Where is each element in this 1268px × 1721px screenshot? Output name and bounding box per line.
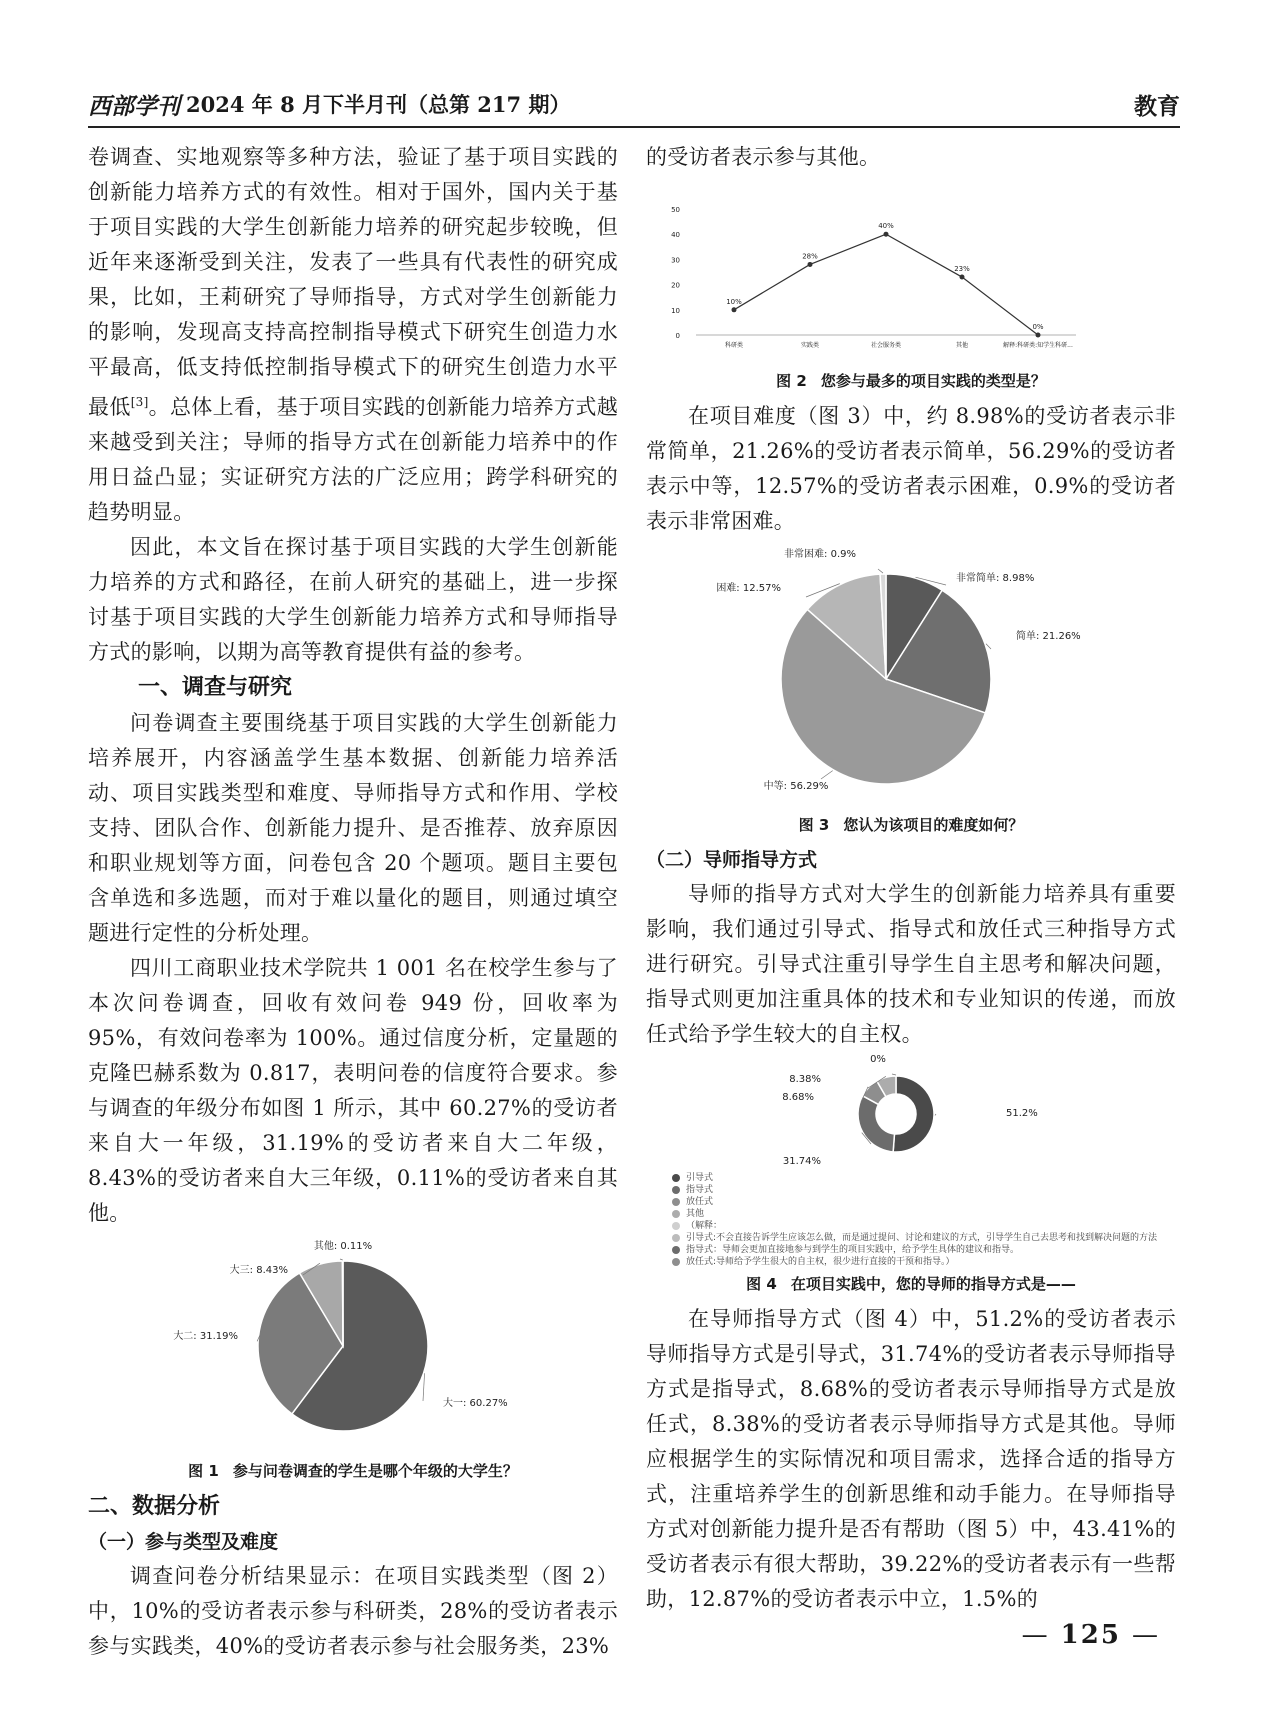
figure-number: 图 1: [188, 1462, 219, 1480]
paragraph: [88, 140, 618, 530]
y-tick-label: 40: [671, 231, 680, 240]
right-column: [646, 140, 1176, 1617]
legend-item: [672, 1208, 1176, 1220]
legend-swatch: [672, 1210, 680, 1218]
paragraph: 在项目难度（图 3）中，约 8.98%的受访者表示非常简单，21.26%的受访者表示简单，56.29%的受访者表示中等，12.57%的受访者表示困难，0.9%的受访者表示非常困难。: [646, 404, 1176, 533]
figure-number: 图 3: [798, 816, 830, 834]
paragraph: 因此，本文旨在探讨基于项目实践的大学生创新能力培养的方式和路径，在前人研究的基础上，进一步探讨基于项目实践的大学生创新能力培养方式和导师指导方式的影响，以期为高等教育提供有益的参考。: [88, 535, 618, 664]
legend-item: [672, 1184, 1176, 1196]
slice-label: 简单: 21.26%: [1016, 631, 1081, 642]
slice-label: 大一: 60.27%: [443, 1398, 508, 1409]
slice-label: 大三: 8.43%: [229, 1265, 288, 1276]
data-point: [808, 262, 813, 267]
paragraph: 在导师指导方式（图 4）中，51.2%的受访者表示导师指导方式是引导式，31.74%的受访者表示导师指导方式是指导式，8.68%的受访者表示导师指导方式是放任式，8.38%的受访者表示导师指导方式是其他。导师应根据学生的实际情况和项目需求，选择合适的指导方式，注重培养学生的创新思维和动手能力。在导师指导方式对创新能力提升是否有帮助（图 5）中，43.41%的受访者表示有很大帮助，39.22%的受访者表示有一些帮助，12.87%的受访者表示中立，1.5%的: [646, 1307, 1176, 1611]
paragraph: 调查问卷分析结果显示：在项目实践类型（图 2）中，10%的受访者表示参与科研类，28%的受访者表示参与实践类，40%的受访者表示参与社会服务类，23%: [88, 1564, 618, 1658]
x-tick-label: 其他: [955, 342, 969, 349]
figure-2-line-chart: [646, 175, 1176, 361]
paragraph: 问卷调查主要围绕基于项目实践的大学生创新能力培养展开，内容涵盖学生基本数据、创新能力培养活动、项目实践类型和难度、导师指导方式和作用、学校支持、团队合作、创新能力提升、是否推荐、放弃原因和职业规划等方面，问卷包含 20 个题项。题目主要包含单选和多选题，而对于难以量化的题目，则通过填空题进行定性的分析处理。: [88, 711, 618, 945]
figure-4-legend: [672, 1172, 1176, 1268]
legend-item: [672, 1244, 1176, 1256]
paragraph: 四川工商职业技术学院共 1 001 名在校学生参与了本次问卷调查，回收有效问卷 949 份，回收率为 95%，有效问卷率为 100%。通过信度分析，定量题的克隆巴赫系数为 0.817，表明问卷的信度符合要求。参与调查的年级分布如图 1 所示，其中 60.27%的受访者来自大一年级，31.19%的受访者来自大二年级，8.43%的受访者来自大三年级，0.11%的受访者来自其他。: [88, 956, 618, 1225]
legend-item: [672, 1196, 1176, 1208]
data-label: 28%: [802, 252, 818, 261]
label-leader: [340, 1259, 343, 1260]
y-tick-label: 50: [671, 206, 680, 214]
figure-3: [646, 539, 1176, 837]
subsection-heading: （一）参与类型及难度: [88, 1531, 279, 1553]
footer-dash: —: [1132, 1620, 1160, 1650]
legend-swatch: [672, 1222, 680, 1230]
slice-label: 非常简单: 8.98%: [956, 573, 1035, 584]
legend-item: [672, 1220, 1176, 1232]
left-column: [88, 140, 618, 1664]
data-point: [960, 275, 965, 280]
legend-item: [672, 1256, 1176, 1268]
legend-label: 放任式:导师给予学生很大的自主权，很少进行直接的干预和指导。）: [686, 1257, 955, 1267]
legend-label: 指导式：导师会更加直接地参与到学生的项目实践中，给予学生具体的建议和指导。: [686, 1245, 1020, 1255]
page-number: 125: [1060, 1620, 1121, 1650]
journal-logo: 西部学刊: [88, 93, 180, 120]
data-point: [1036, 333, 1041, 338]
series-line: [734, 234, 1038, 335]
pie-slice: [893, 1076, 934, 1152]
figure-caption: [646, 813, 1176, 837]
footer-dash: —: [1021, 1620, 1050, 1650]
slice-label: 8.68%: [782, 1092, 814, 1103]
slice-label: 非常困难: 0.9%: [784, 549, 856, 560]
slice-label: 其他: 0.11%: [313, 1241, 373, 1252]
label-leader: [935, 1114, 936, 1115]
legend-label: 其他: [686, 1209, 705, 1219]
data-label: 40%: [878, 222, 894, 231]
section-name: 教育: [1134, 93, 1180, 120]
data-label: 23%: [954, 265, 970, 274]
figure-caption: [646, 1272, 1176, 1296]
slice-label: 中等: 56.29%: [763, 781, 829, 792]
legend-label: 指导式: [686, 1185, 714, 1195]
figure-2: [646, 175, 1176, 393]
paragraph-text: 卷调查、实地观察等多种方法，验证了基于项目实践的创新能力培养方式的有效性。相对于国外，国内关于基于项目实践的大学生创新能力培养的研究起步较晚，但近年来逐渐受到关注，发表了一些具有代表性的研究成果，比如，王莉研究了导师指导，方式对学生创新能力的影响，发现高支持高控制指导模式下研究生创造力水平最高，低支持低控制指导模式下的研究生创造力水平最低: [88, 145, 618, 419]
y-tick-label: 10: [671, 306, 680, 315]
data-point: [732, 307, 737, 312]
citation: [3]: [130, 395, 149, 409]
x-tick-label: 解释:科研类:知学生科研...: [1003, 342, 1073, 349]
page-header: [88, 86, 1180, 128]
figure-number: 图 4: [746, 1275, 777, 1293]
figure-caption-text: 在项目实践中，您的导师的指导方式是——: [790, 1275, 1076, 1293]
figure-1-pie-chart: [88, 1231, 618, 1451]
legend-swatch: [672, 1246, 680, 1254]
figure-3-pie-chart: [646, 539, 1176, 805]
legend-label: 引导式: [686, 1173, 714, 1183]
data-point: [884, 232, 889, 237]
figure-caption: [88, 1459, 618, 1483]
label-leader: [821, 771, 833, 779]
legend-swatch: [672, 1198, 680, 1206]
figure-4: [646, 1052, 1176, 1296]
section-heading: 二、数据分析: [88, 1494, 221, 1519]
label-leader: [423, 1373, 425, 1401]
section-heading: 一、调查与研究: [138, 675, 293, 700]
legend-label: （解释：: [686, 1221, 723, 1231]
legend-swatch: [672, 1234, 680, 1242]
figure-caption-text: 参与问卷调查的学生是哪个年级的大学生？: [232, 1462, 518, 1480]
legend-swatch: [672, 1174, 680, 1182]
paragraph-text: 。总体上看，基于项目实践的创新能力培养方式越来越受到关注；导师的指导方式在创新能力培养中的作用日益凸显；实证研究方法的广泛应用；跨学科研究的趋势明显。: [88, 395, 618, 524]
legend-item: [672, 1172, 1176, 1184]
data-label: 0%: [1032, 323, 1044, 331]
figure-caption: [646, 369, 1176, 393]
data-label: 10%: [726, 297, 742, 306]
y-tick-label: 20: [671, 281, 680, 290]
paragraph: 的受访者表示参与其他。: [646, 145, 881, 169]
legend-swatch: [672, 1186, 680, 1194]
paragraph: 导师的指导方式对大学生的创新能力培养具有重要影响，我们通过引导式、指导式和放任式三种指导方式进行研究。引导式注重引导学生自主思考和解决问题，指导式则更加注重具体的技术和专业知识的传递，而放任式给予学生较大的自主权。: [646, 882, 1176, 1046]
slice-label: 大二: 31.19%: [173, 1331, 238, 1342]
y-tick-label: 30: [671, 256, 680, 265]
issue-info: 2024 年 8 月下半月刊（总第 217 期）: [186, 92, 571, 117]
figure-4-donut-chart: [646, 1052, 1176, 1168]
figure-caption-text: 您认为该项目的难度如何？: [843, 816, 1024, 834]
slice-label: 困难: 12.57%: [716, 583, 781, 594]
slice-label: 0%: [870, 1054, 886, 1065]
pie-slice: [342, 1261, 343, 1346]
x-tick-label: 科研类: [724, 342, 744, 349]
x-tick-label: 社会服务类: [870, 342, 902, 349]
legend-item: [672, 1232, 1176, 1244]
slice-label: 8.38%: [789, 1074, 821, 1085]
x-tick-label: 实践类: [800, 342, 820, 349]
legend-swatch: [672, 1258, 680, 1266]
label-leader: [878, 569, 883, 573]
figure-caption-text: 您参与最多的项目实践的类型是？: [820, 372, 1046, 390]
subsection-heading: （二）导师指导方式: [646, 849, 818, 871]
legend-label: 放任式: [686, 1197, 714, 1207]
y-tick-label: 0: [675, 332, 680, 340]
slice-label: 51.2%: [1006, 1108, 1038, 1119]
label-leader: [892, 1074, 896, 1075]
figure-number: 图 2: [776, 372, 807, 390]
page-footer: [1022, 1620, 1160, 1650]
figure-1: [88, 1231, 618, 1483]
legend-label: 引导式:不会直接告诉学生应该怎么做，而是通过提问、讨论和建议的方式，引导学生自己去思考和找到解决问题的方法: [686, 1233, 1158, 1243]
pie-slice: [858, 1096, 894, 1152]
slice-label: 31.74%: [782, 1156, 821, 1167]
